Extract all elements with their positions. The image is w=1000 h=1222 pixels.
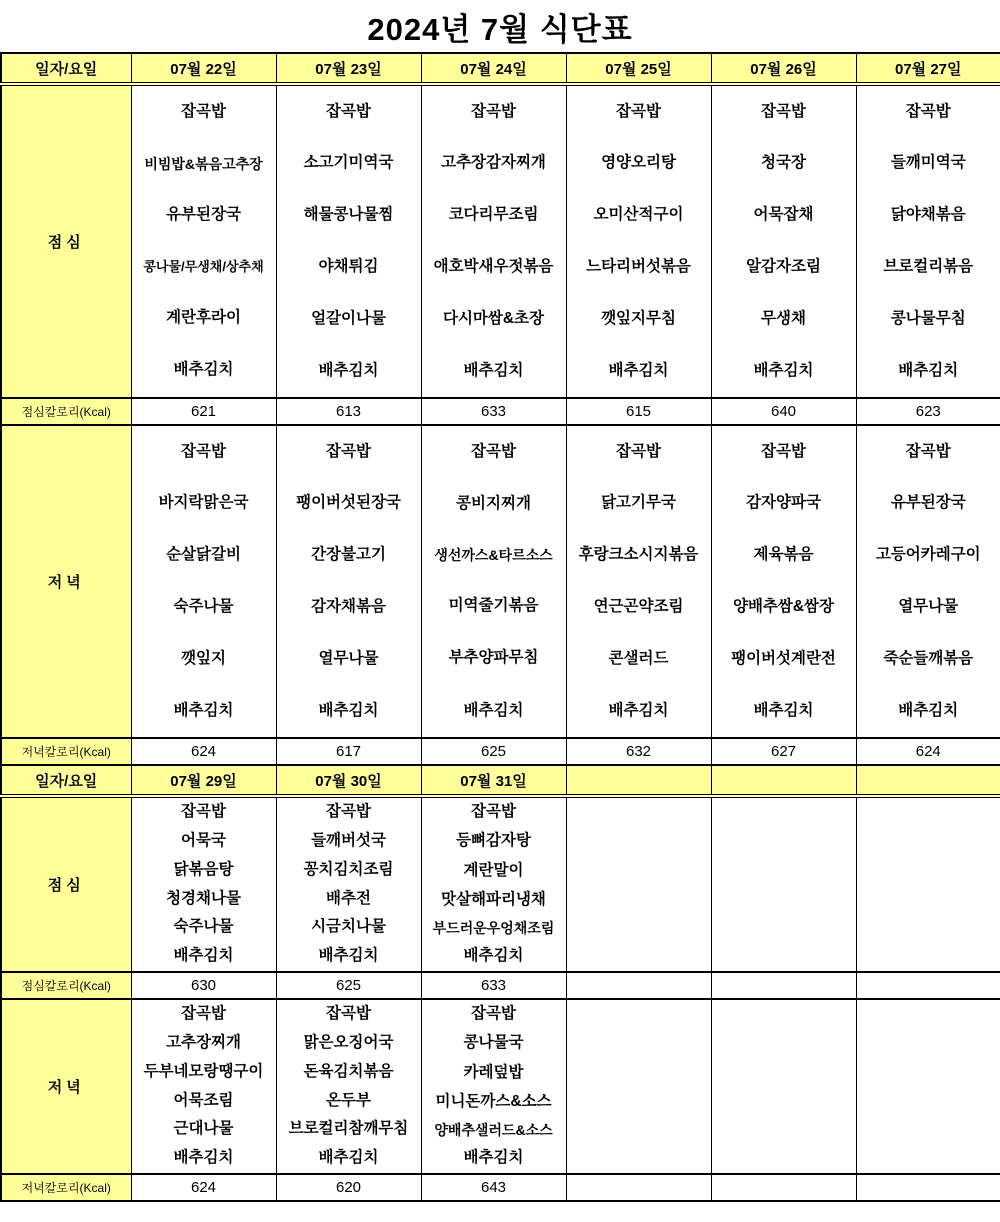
lunch-kcal-label: 점심칼로리(Kcal) <box>1 972 131 999</box>
menu-item: 잡곡밥 <box>326 803 371 821</box>
menu-list <box>567 1000 711 1173</box>
menu-item: 오미산적구이 <box>593 206 684 224</box>
menu-item: 콩나물국 <box>463 1034 524 1052</box>
menu-item: 잡곡밥 <box>905 442 951 460</box>
menu-item: 잡곡밥 <box>181 103 226 121</box>
page-title: 2024년 7월 식단표 <box>367 11 633 47</box>
menu-item: 콩나물/무생채/상추채 <box>143 259 264 275</box>
menu-cell <box>131 425 276 738</box>
menu-list <box>857 426 1000 737</box>
menu-item: 근대나물 <box>173 1120 234 1138</box>
menu-item: 브로컬리볶음 <box>883 258 974 276</box>
date-header-row <box>1 53 1000 84</box>
kcal-value <box>856 1174 1000 1201</box>
menu-item: 해물콩나물찜 <box>303 206 394 224</box>
menu-item: 닭볶음탕 <box>173 860 234 878</box>
kcal-value: 633 <box>421 972 566 999</box>
date-cell: 07월 26일 <box>711 53 856 84</box>
menu-item: 잡곡밥 <box>326 102 371 120</box>
menu-item: 알감자조림 <box>746 258 821 276</box>
menu-item: 고추장감자찌개 <box>441 154 546 172</box>
menu-item: 콩비지찌개 <box>456 494 531 512</box>
date-day-label: 일자/요일 <box>1 53 131 84</box>
menu-list <box>132 1000 276 1173</box>
kcal-value <box>566 1174 711 1201</box>
menu-item: 배추전 <box>326 889 371 907</box>
lunch-row <box>1 796 1000 972</box>
menu-item: 열무나물 <box>898 598 959 616</box>
menu-cell <box>711 425 856 738</box>
menu-item: 배추김치 <box>173 361 234 379</box>
menu-item: 배추김치 <box>753 361 814 379</box>
menu-item: 배추김치 <box>463 701 524 719</box>
kcal-value: 613 <box>276 398 421 425</box>
lunch-kcal-label: 점심칼로리(Kcal) <box>1 398 131 425</box>
menu-item: 맑은오징어국 <box>303 1033 394 1051</box>
dinner-label: 저녁 <box>1 999 131 1174</box>
menu-cell <box>421 425 566 738</box>
menu-list <box>422 86 566 397</box>
menu-item: 온두부 <box>326 1091 371 1109</box>
menu-item: 잡곡밥 <box>181 1005 226 1023</box>
meal-table-body <box>1 53 1000 1201</box>
kcal-value: 627 <box>711 738 856 765</box>
menu-item: 코다리무조림 <box>448 206 539 224</box>
kcal-value: 625 <box>421 738 566 765</box>
lunch-kcal-row <box>1 972 1000 999</box>
menu-item: 등뼈감자탕 <box>456 832 531 850</box>
menu-item: 배추김치 <box>608 361 669 379</box>
menu-cell <box>131 796 276 972</box>
menu-list <box>277 86 421 397</box>
kcal-value <box>711 972 856 999</box>
menu-item: 양배추샐러드&소스 <box>434 1121 553 1138</box>
menu-item: 잡곡밥 <box>471 102 516 120</box>
menu-list <box>277 1000 421 1173</box>
dinner-kcal-row <box>1 1174 1000 1201</box>
menu-item: 돈육김치볶음 <box>303 1062 394 1080</box>
kcal-value <box>856 972 1000 999</box>
menu-item: 배추김치 <box>318 947 379 965</box>
menu-cell <box>566 796 711 972</box>
menu-item: 무생채 <box>761 309 806 327</box>
menu-list <box>567 426 711 737</box>
menu-list <box>277 798 421 971</box>
menu-item: 배추김치 <box>318 1149 379 1167</box>
menu-cell <box>856 425 1000 738</box>
kcal-value: 624 <box>856 738 1000 765</box>
menu-item: 유부된장국 <box>890 494 966 512</box>
date-cell: 07월 25일 <box>566 53 711 84</box>
menu-item: 어묵국 <box>181 831 226 849</box>
menu-item: 느타리버섯볶음 <box>586 258 691 276</box>
date-cell: 07월 30일 <box>276 765 421 796</box>
kcal-value: 624 <box>131 1174 276 1201</box>
kcal-value: 630 <box>131 972 276 999</box>
menu-cell <box>566 84 711 398</box>
menu-cell <box>856 999 1000 1174</box>
menu-item: 청경채나물 <box>166 889 241 907</box>
dinner-kcal-label: 저녁칼로리(Kcal) <box>1 1174 131 1201</box>
menu-cell <box>856 84 1000 398</box>
menu-list <box>422 1000 566 1173</box>
menu-item: 잡곡밥 <box>616 102 661 120</box>
menu-item: 배추김치 <box>173 701 234 719</box>
dinner-row <box>1 425 1000 738</box>
menu-list <box>422 798 566 971</box>
menu-cell <box>276 999 421 1174</box>
lunch-label: 점심 <box>1 84 131 398</box>
menu-item: 배추김치 <box>318 701 379 719</box>
menu-cell <box>131 999 276 1174</box>
menu-item: 잡곡밥 <box>326 1005 371 1023</box>
menu-cell <box>131 84 276 398</box>
menu-cell <box>711 796 856 972</box>
menu-item: 팽이버섯된장국 <box>296 494 401 512</box>
kcal-value: 617 <box>276 738 421 765</box>
kcal-value: 620 <box>276 1174 421 1201</box>
menu-cell <box>856 796 1000 972</box>
dinner-kcal-row <box>1 738 1000 765</box>
menu-item: 제육볶음 <box>753 546 814 564</box>
menu-item: 어묵조림 <box>173 1091 234 1109</box>
menu-item: 미니돈까스&소스 <box>435 1092 552 1110</box>
kcal-value: 633 <box>421 398 566 425</box>
menu-list <box>712 798 856 971</box>
menu-item: 배추김치 <box>898 701 959 719</box>
date-day-label: 일자/요일 <box>1 765 131 796</box>
menu-item: 어묵잡채 <box>753 206 814 224</box>
menu-item: 닭야채볶음 <box>890 206 966 224</box>
dinner-label: 저녁 <box>1 425 131 738</box>
date-cell <box>711 765 856 796</box>
menu-list <box>857 1000 1000 1173</box>
menu-item: 들깨버섯국 <box>311 831 386 849</box>
menu-item: 배추김치 <box>463 361 524 379</box>
menu-list <box>712 86 856 397</box>
menu-item: 양배추쌈&쌈장 <box>732 598 835 616</box>
lunch-row <box>1 84 1000 398</box>
menu-item: 다시마쌈&초장 <box>442 309 545 327</box>
menu-item: 야채튀김 <box>318 258 379 276</box>
menu-item: 잡곡밥 <box>616 442 661 460</box>
kcal-value: 623 <box>856 398 1000 425</box>
menu-item: 감자채볶음 <box>311 598 386 616</box>
kcal-value: 615 <box>566 398 711 425</box>
menu-item: 생선까스&타르소스 <box>434 547 553 564</box>
kcal-value <box>566 972 711 999</box>
menu-item: 부추양파무침 <box>448 649 539 667</box>
menu-item: 청국장 <box>761 154 806 172</box>
menu-cell <box>276 425 421 738</box>
menu-cell <box>566 425 711 738</box>
date-cell: 07월 22일 <box>131 53 276 84</box>
menu-list <box>422 426 566 737</box>
menu-list <box>712 1000 856 1173</box>
menu-item: 콩나물무침 <box>890 309 966 327</box>
kcal-value: 624 <box>131 738 276 765</box>
menu-item: 고등어카레구이 <box>875 546 981 564</box>
menu-item: 잡곡밥 <box>181 442 226 460</box>
menu-item: 비빔밥&볶음고추장 <box>144 155 263 172</box>
menu-list <box>277 426 421 737</box>
menu-item: 순살닭갈비 <box>166 546 241 564</box>
menu-item: 고추장찌개 <box>166 1033 241 1051</box>
menu-list <box>857 798 1000 971</box>
menu-list <box>132 86 276 397</box>
menu-item: 시금치나물 <box>311 918 386 936</box>
menu-item: 깻잎지무침 <box>601 309 676 327</box>
menu-item: 배추김치 <box>463 1149 524 1167</box>
menu-cell <box>711 999 856 1174</box>
date-cell: 07월 23일 <box>276 53 421 84</box>
date-header-row <box>1 765 1000 796</box>
date-cell: 07월 24일 <box>421 53 566 84</box>
menu-item: 카레덮밥 <box>463 1063 524 1081</box>
menu-cell <box>276 796 421 972</box>
menu-item: 배추김치 <box>608 701 669 719</box>
menu-list <box>567 86 711 397</box>
kcal-value: 632 <box>566 738 711 765</box>
menu-item: 유부된장국 <box>166 206 241 224</box>
menu-item: 잡곡밥 <box>471 442 516 460</box>
kcal-value: 640 <box>711 398 856 425</box>
kcal-value: 643 <box>421 1174 566 1201</box>
menu-item: 열무나물 <box>318 649 379 667</box>
menu-cell <box>421 84 566 398</box>
meal-plan-table <box>0 52 1000 1202</box>
menu-item: 두부네모랑땡구이 <box>143 1062 264 1080</box>
menu-item: 숙주나물 <box>173 598 234 616</box>
menu-cell <box>566 999 711 1174</box>
menu-item: 배추김치 <box>463 947 524 965</box>
menu-item: 배추김치 <box>173 947 234 965</box>
menu-item: 잡곡밥 <box>905 102 951 120</box>
menu-item: 영양오리탕 <box>601 154 676 172</box>
menu-item: 팽이버섯계란전 <box>731 649 836 667</box>
menu-item: 깻잎지 <box>181 649 226 667</box>
menu-item: 얼갈이나물 <box>311 309 386 327</box>
dinner-kcal-label: 저녁칼로리(Kcal) <box>1 738 131 765</box>
menu-item: 계란후라이 <box>166 308 241 326</box>
lunch-kcal-row <box>1 398 1000 425</box>
menu-item: 부드러운우엉채조림 <box>432 919 555 936</box>
dinner-row <box>1 999 1000 1174</box>
menu-item: 브로컬리참깨무침 <box>288 1120 409 1138</box>
menu-item: 배추김치 <box>753 701 814 719</box>
menu-item: 계란말이 <box>463 861 524 879</box>
menu-cell <box>421 999 566 1174</box>
menu-item: 애호박새우젓볶음 <box>433 258 554 276</box>
menu-item: 콘샐러드 <box>608 649 669 667</box>
lunch-label: 점심 <box>1 796 131 972</box>
menu-list <box>567 798 711 971</box>
menu-cell <box>711 84 856 398</box>
menu-item: 꽁치김치조림 <box>303 860 394 878</box>
date-cell: 07월 31일 <box>421 765 566 796</box>
menu-item: 연근곤약조림 <box>593 598 684 616</box>
menu-cell <box>421 796 566 972</box>
menu-item: 잡곡밥 <box>471 1005 516 1023</box>
menu-item: 잡곡밥 <box>326 442 371 460</box>
menu-item: 바지락맑은국 <box>158 494 249 512</box>
kcal-value: 625 <box>276 972 421 999</box>
menu-item: 배추김치 <box>173 1149 234 1167</box>
kcal-value <box>711 1174 856 1201</box>
menu-item: 간장불고기 <box>311 546 386 564</box>
menu-item: 잡곡밥 <box>761 102 806 120</box>
menu-item: 맛살해파리냉채 <box>441 890 546 908</box>
menu-list <box>857 86 1000 397</box>
menu-item: 숙주나물 <box>173 918 234 936</box>
date-cell: 07월 29일 <box>131 765 276 796</box>
menu-item: 잡곡밥 <box>181 803 226 821</box>
menu-item: 잡곡밥 <box>471 803 516 821</box>
menu-cell <box>276 84 421 398</box>
menu-item: 닭고기무국 <box>601 494 676 512</box>
menu-list <box>132 426 276 737</box>
menu-item: 미역줄기볶음 <box>448 597 539 615</box>
date-cell: 07월 27일 <box>856 53 1000 84</box>
date-cell <box>566 765 711 796</box>
menu-item: 배추김치 <box>898 361 959 379</box>
date-cell <box>856 765 1000 796</box>
menu-item: 죽순들깨볶음 <box>883 649 974 667</box>
kcal-value: 621 <box>131 398 276 425</box>
menu-item: 잡곡밥 <box>761 442 806 460</box>
menu-list <box>712 426 856 737</box>
menu-item: 소고기미역국 <box>303 154 394 172</box>
menu-item: 배추김치 <box>318 361 379 379</box>
menu-item: 들깨미역국 <box>890 154 966 172</box>
menu-list <box>132 798 276 971</box>
menu-item: 감자양파국 <box>746 494 821 512</box>
menu-item: 후랑크소시지볶음 <box>578 546 699 564</box>
